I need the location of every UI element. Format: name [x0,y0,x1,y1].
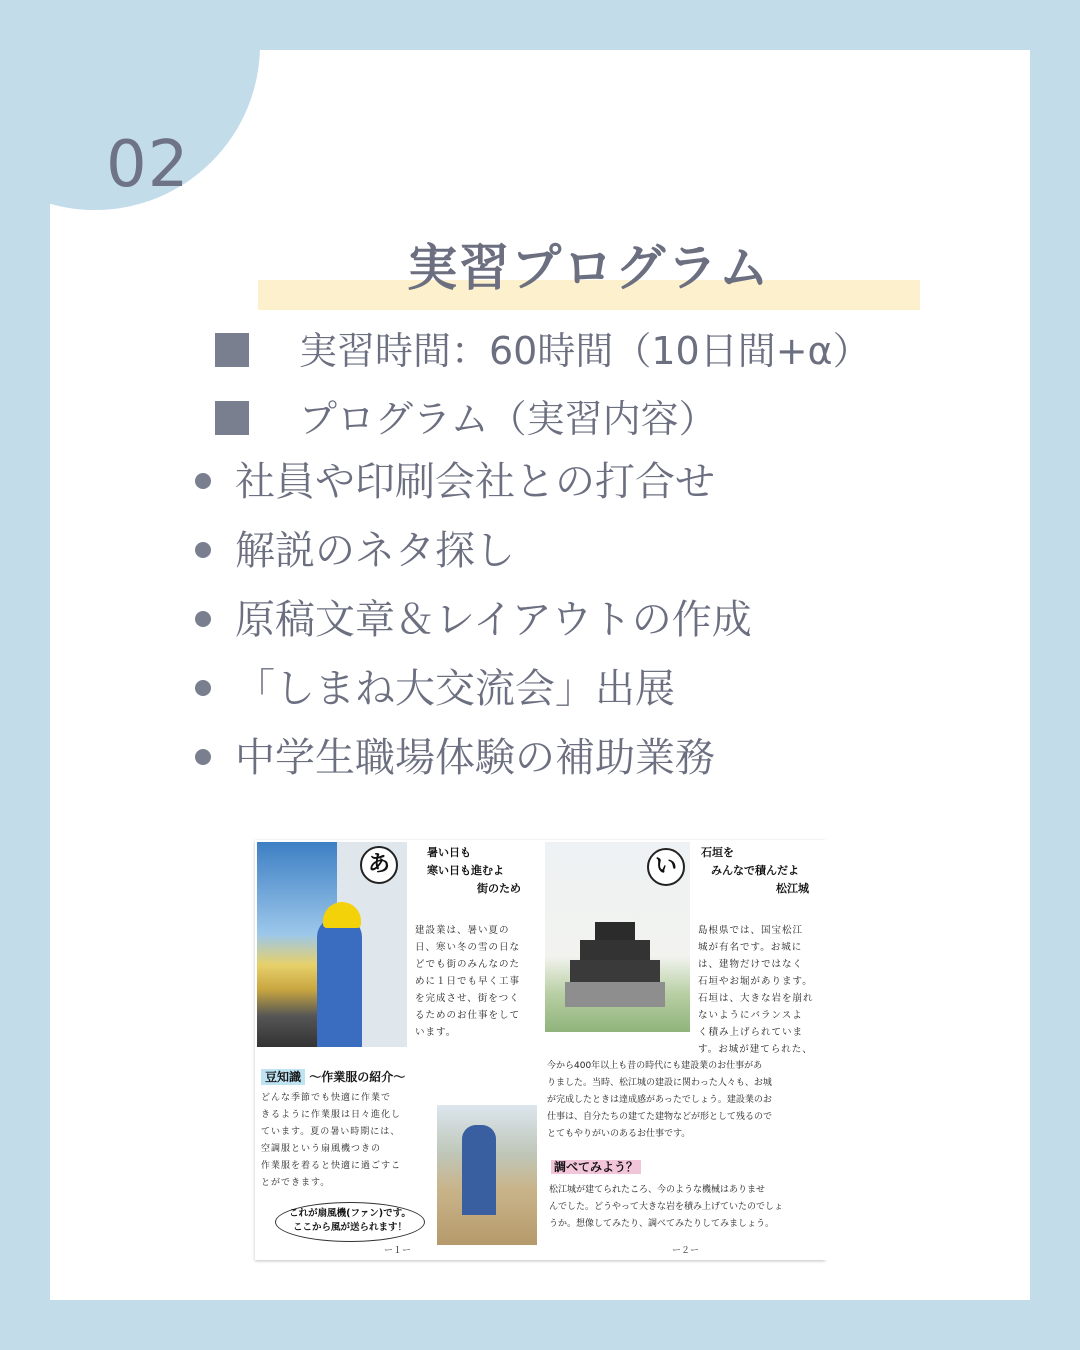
bullet-icon [195,542,211,558]
bullet-icon [195,473,211,489]
booklet-page-right [543,840,828,1260]
page-number: ー２ー [671,1246,699,1256]
bullet-icon [195,749,211,765]
tip-heading: 豆知識 〜作業服の紹介〜 [261,1068,405,1085]
page-number: ー１ー [383,1246,411,1256]
info-line-program: プログラム（実習内容） [215,388,717,443]
page-heading: 暑い日も 寒い日も進むよ 街のため [427,846,521,895]
list-item: 社員や印刷会社との打合せ [195,455,752,524]
page-badge: い [647,848,685,886]
speech-bubble: これが扇風機(ファン)です。 ここから風が送られます！ [275,1202,425,1242]
slide-title: 実習プログラム [407,239,771,297]
list-item: 中学生職場体験の補助業務 [195,731,752,800]
page-heading: 石垣を みんなで積んだよ 松江城 [701,846,809,895]
list-item: 原稿文章＆レイアウトの作成 [195,593,752,662]
slide-number: 02 [106,128,190,202]
research-heading: 調べてみよう？ [551,1158,641,1175]
tip-body: どんな季節でも快適に作業で きるように作業服は日々進化し ています。夏の暑い時期には、 空調服という扇風機つきの 作業服を着ると快適に過ごすこ とができます。 [261,1093,402,1188]
info-line-hours: 実習時間：60時間（10日間+α） [215,320,871,375]
program-list [195,455,752,800]
page-badge: あ [360,846,398,884]
slide-card [50,50,1030,1300]
page-body: 建設業は、暑い夏の 日、寒い冬の雪の日な どでも街のみんなのた めに１日でも早く工事 を完成させ、街をつく るためのお仕事をして います。 [415,925,521,1038]
bullet-icon [195,680,211,696]
booklet-page-left [255,840,540,1260]
bullet-icon [195,611,211,627]
square-bullet-icon [215,333,249,367]
title-block [258,228,920,310]
page-body-continued: 今から400年以上も昔の時代にも建設業のお仕事があ りました。当時、松江城の建設に関わった人々も、お城 が完成したときは達成感があったでしょう。建設業のお 仕事は、自分たちの建てた建物などが形として残るので とてもやりがいのあるお仕事です。 [547,1061,773,1139]
page-body: 島根県では、国宝松江 城が有名です。お城に は、建物だけではなく 石垣やお堀があります。 石垣は、大きな岩を崩れ ないようにバランスよ く積み上げられていま す。お城が建てられた、 [698,925,814,1055]
square-bullet-icon [215,401,249,435]
list-item: 「しまね大交流会」出展 [195,662,752,731]
worker-photo [437,1105,537,1245]
list-item: 解説のネタ探し [195,524,752,593]
booklet-spread-image [255,840,825,1260]
research-body: 松江城が建てられたころ、今のような機械はありませ んでした。どうやって大きな岩を積み上げていたのでしょ うか。想像してみたり、調べてみたりしてみましょう。 [549,1185,784,1229]
